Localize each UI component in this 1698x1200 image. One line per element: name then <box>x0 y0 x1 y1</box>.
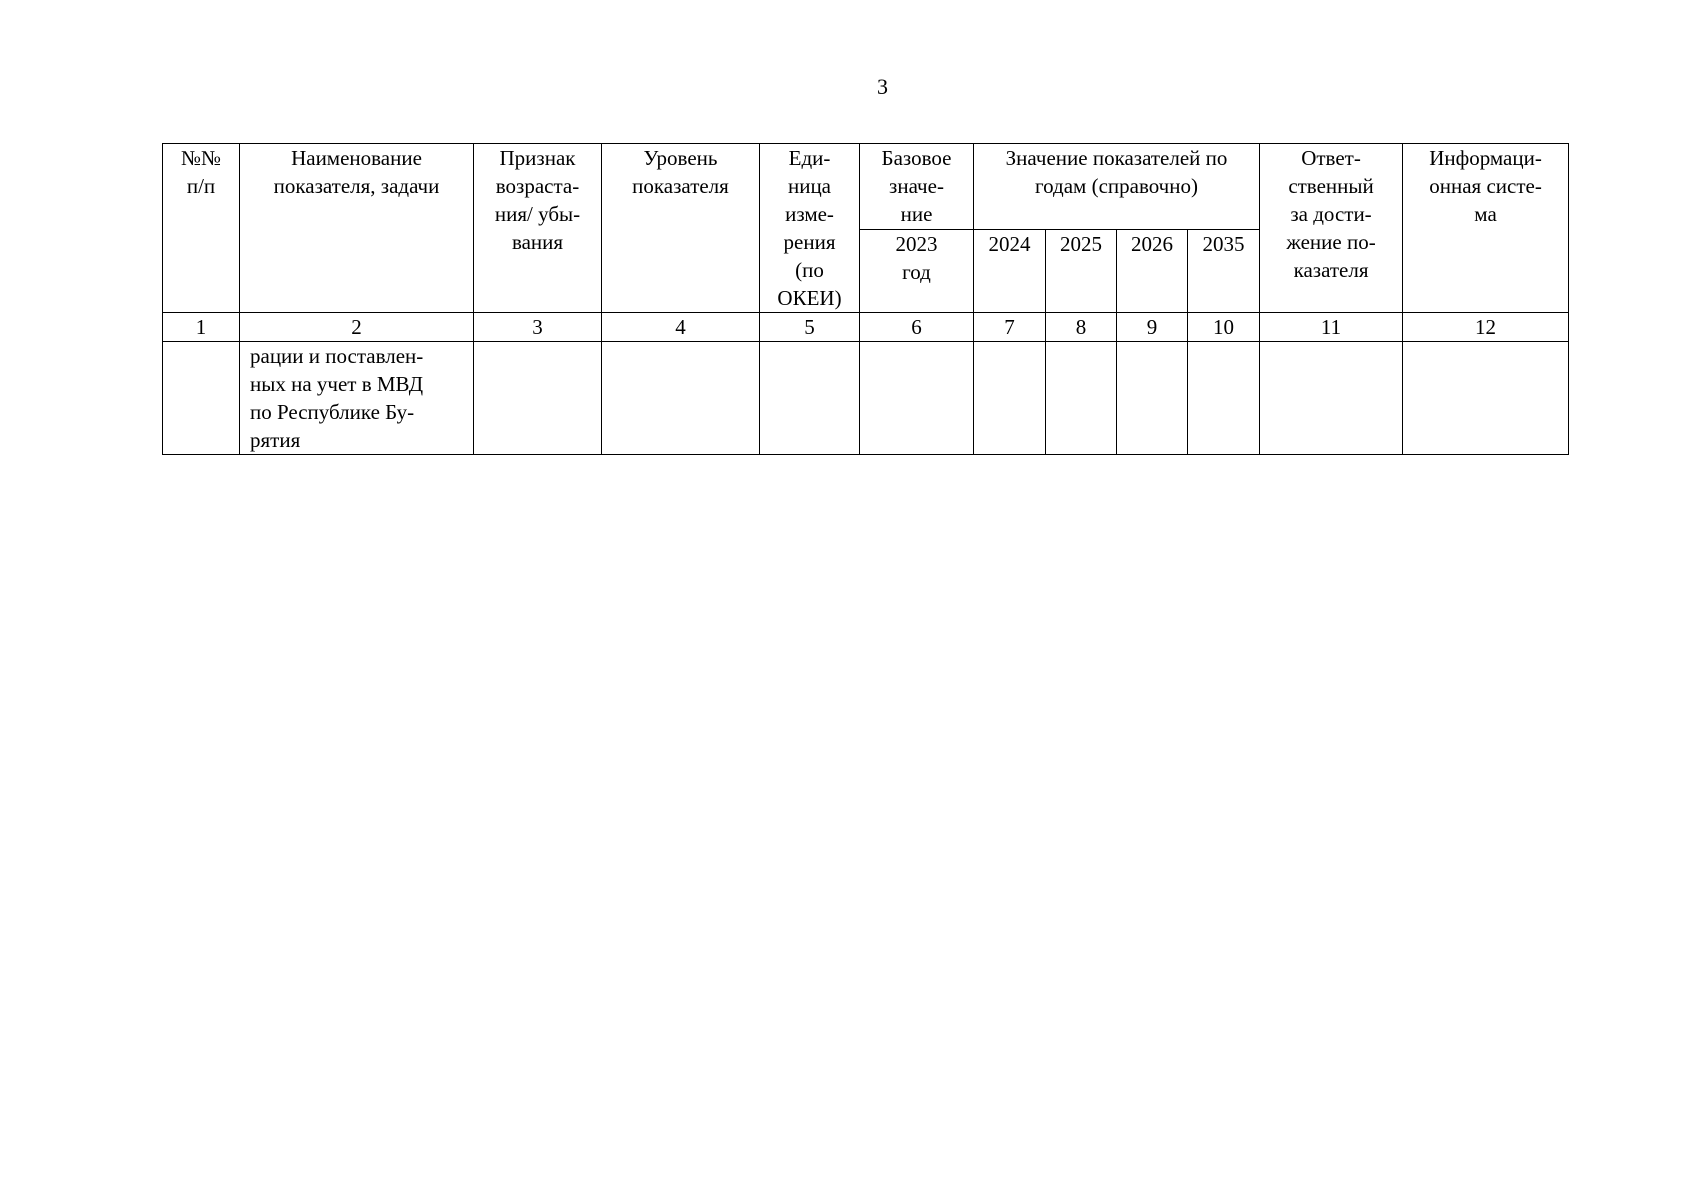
header-base-year: 2023 год <box>860 229 974 313</box>
header-growth-sign: Признак возраста- ния/ убы- вания <box>474 144 602 313</box>
cell-base-value <box>860 342 974 455</box>
header-indicator-name: Наименование показателя, задачи <box>240 144 474 313</box>
column-number: 2 <box>240 313 474 342</box>
column-numbers-row <box>163 313 1569 342</box>
cell-unit <box>760 342 860 455</box>
header-responsible: Ответ- ственный за дости- жение по- казателя <box>1260 144 1403 313</box>
header-base-value: Базовое значе- ние <box>860 144 974 230</box>
page-number: 3 <box>877 74 888 99</box>
column-number: 11 <box>1260 313 1403 342</box>
column-number: 3 <box>474 313 602 342</box>
cell-value-2024 <box>974 342 1046 455</box>
header-unit: Еди- ница изме- рения (по ОКЕИ) <box>760 144 860 313</box>
header-year-2035: 2035 <box>1188 229 1260 313</box>
cell-number <box>163 342 240 455</box>
column-number: 8 <box>1046 313 1117 342</box>
cell-value-2035 <box>1188 342 1260 455</box>
column-number: 6 <box>860 313 974 342</box>
cell-value-2025 <box>1046 342 1117 455</box>
header-indicator-level: Уровень показателя <box>602 144 760 313</box>
column-number: 5 <box>760 313 860 342</box>
header-information-system: Информаци- онная систе- ма <box>1403 144 1569 313</box>
header-number: №№ п/п <box>163 144 240 313</box>
cell-information-system <box>1403 342 1569 455</box>
column-number: 9 <box>1117 313 1188 342</box>
column-number: 10 <box>1188 313 1260 342</box>
column-number: 12 <box>1403 313 1569 342</box>
header-year-2024: 2024 <box>974 229 1046 313</box>
indicators-table <box>162 143 1569 455</box>
header-year-2025: 2025 <box>1046 229 1117 313</box>
header-year-2026: 2026 <box>1117 229 1188 313</box>
cell-indicator-name: рации и поставлен- ных на учет в МВД по Республике Бу- рятия <box>240 342 474 455</box>
header-values-by-year: Значение показателей по годам (справочно) <box>974 144 1260 230</box>
column-number: 7 <box>974 313 1046 342</box>
column-number: 4 <box>602 313 760 342</box>
cell-indicator-level <box>602 342 760 455</box>
column-number: 1 <box>163 313 240 342</box>
table-row <box>163 342 1569 455</box>
cell-value-2026 <box>1117 342 1188 455</box>
cell-growth-sign <box>474 342 602 455</box>
cell-responsible <box>1260 342 1403 455</box>
